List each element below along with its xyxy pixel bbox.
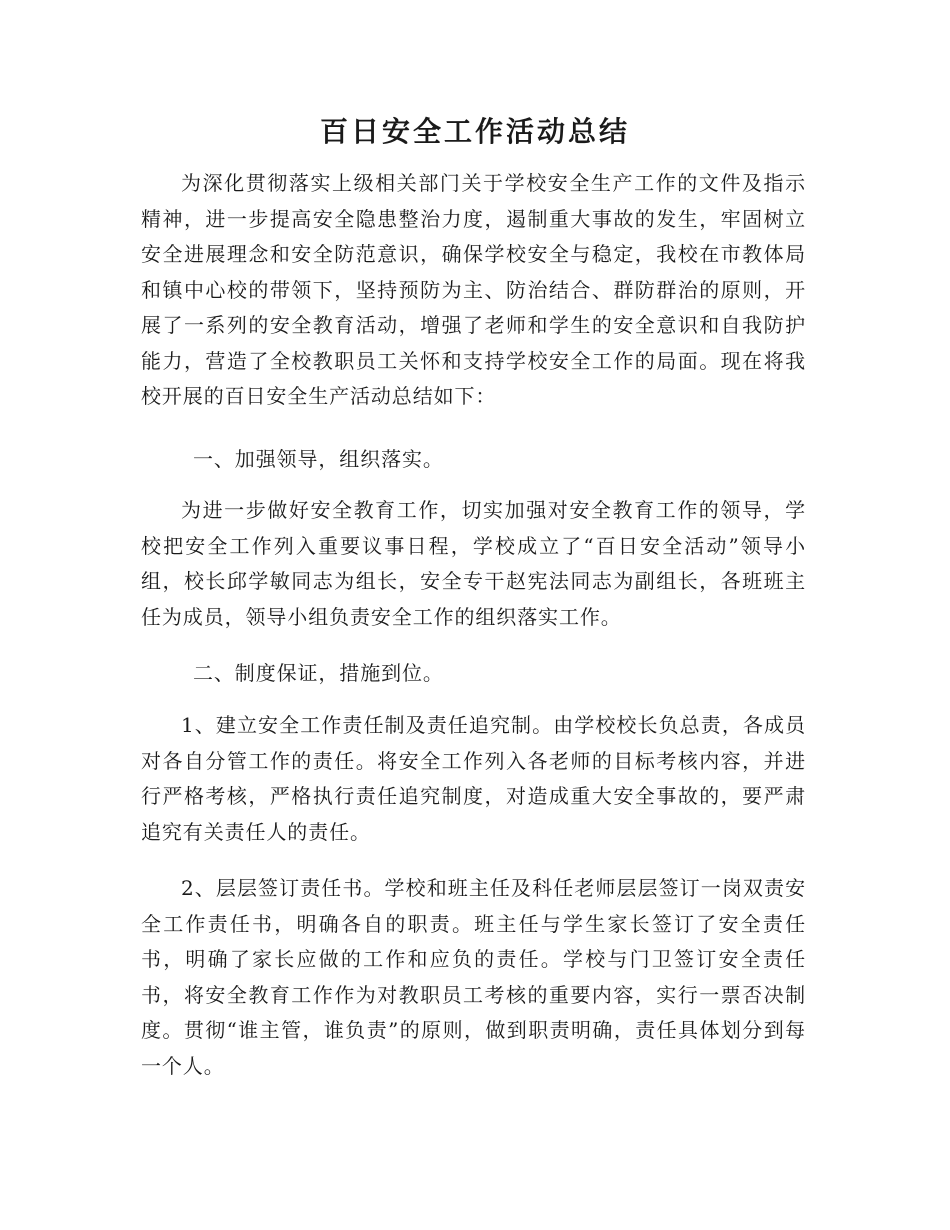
intro-paragraph: 为深化贯彻落实上级相关部门关于学校安全生产工作的文件及指示精神，进一步提高安全隐患整治力度，遏制重大事故的发生，牢固树立安全进展理念和安全防范意识，确保学校安全与稳定，我校在市教体局和镇中心校的带领下，坚持预防为主、防治结合、群防群治的原则，开展了一系列的安全教育活动，增强了老师和学生的安全意识和自我防护能力，营造了全校教职员工关怀和支持学校安全工作的局面。现在将我校开展的百日安全生产活动总结如下： xyxy=(141,171,806,408)
section1-heading: 一、加强领导，组织落实。 xyxy=(193,447,444,471)
section1-paragraph: 为进一步做好安全教育工作，切实加强对安全教育工作的领导，学校把安全工作列入重要议事日程，学校成立了“百日安全活动”领导小组，校长邱学敏同志为组长，安全专干赵宪法同志为副组长，各班班主任为成员，领导小组负责安全工作的组织落实工作。 xyxy=(141,498,806,629)
section2-heading: 二、制度保证，措施到位。 xyxy=(193,661,444,685)
section2-item2-paragraph: 2、层层签订责任书。学校和班主任及科任老师层层签订一岗双责安全工作责任书，明确各自的职责。班主任与学生家长签订了安全责任书，明确了家长应做的工作和应负的责任。学校与门卫签订安全责任书，将安全教育工作作为对教职员工考核的重要内容，实行一票否决制度。贯彻“谁主管，谁负责”的原则，做到职责明确，责任具体划分到每一个人。 xyxy=(141,876,806,1078)
document-title: 百日安全工作活动总结 xyxy=(319,115,630,148)
section2-item1-paragraph: 1、建立安全工作责任制及责任追究制。由学校校长负总责，各成员对各自分管工作的责任。将安全工作列入各老师的目标考核内容，并进行严格考核，严格执行责任追究制度，对造成重大安全事故的，要严肃追究有关责任人的责任。 xyxy=(141,713,806,844)
